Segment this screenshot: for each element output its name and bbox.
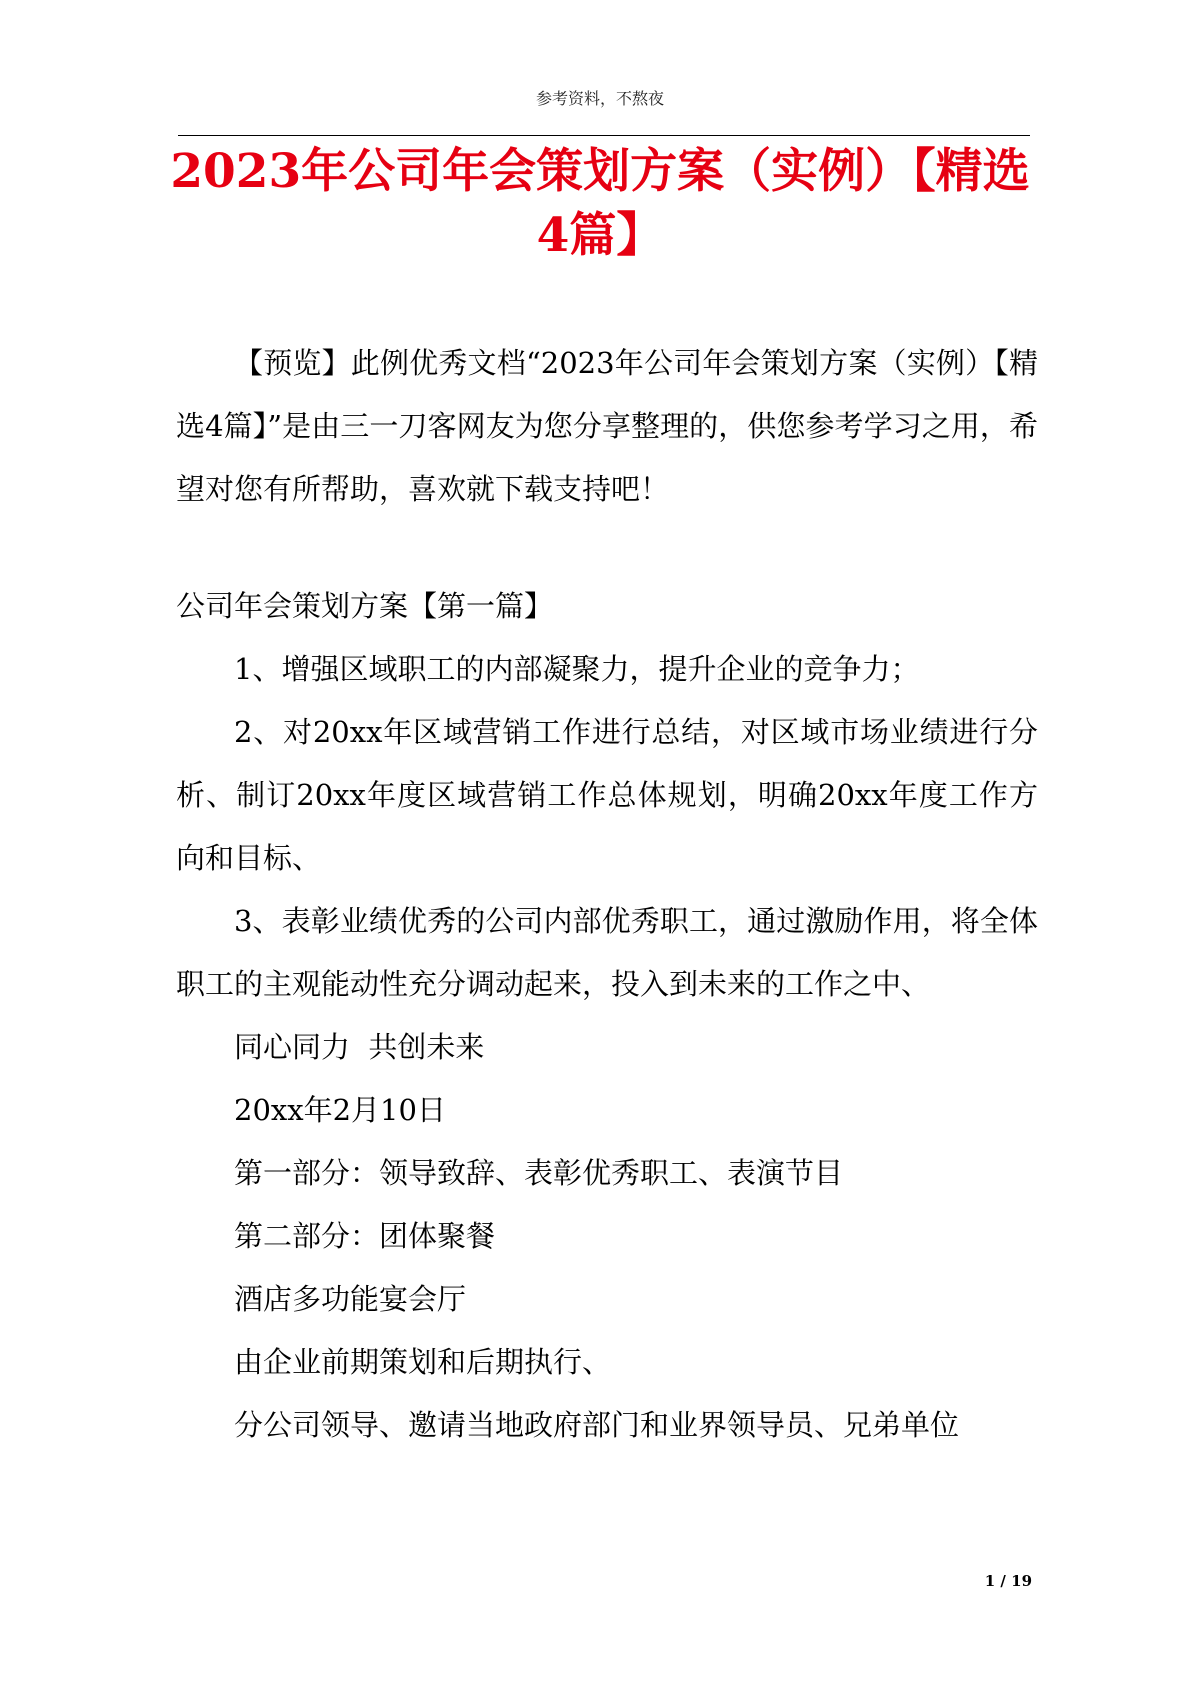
section-heading: 公司年会策划方案【第一篇】	[176, 589, 554, 623]
part-one-line: 第一部分：领导致辞、表彰优秀职工、表演节目	[234, 1156, 844, 1190]
venue-line: 酒店多功能宴会厅	[234, 1282, 467, 1316]
page-header: 参考资料，不熬夜	[535, 89, 664, 108]
header-divider	[178, 135, 1030, 136]
date-line: 20xx年2月10日	[234, 1093, 446, 1127]
document-title: 2023年公司年会策划方案（实例）【精选4篇】	[170, 144, 1030, 263]
goal-item-3: 3、表彰业绩优秀的公司内部优秀职工，通过激励作用，将全体职工的主观能动性充分调动起来，投入到未来的工作之中、	[176, 904, 1038, 1001]
document-body	[176, 332, 1038, 1457]
intro-paragraph: 【预览】此例优秀文档“2023年公司年会策划方案（实例）【精选4篇】”是由三一刀客网友为您分享整理的，供您参考学习之用，希望对您有所帮助，喜欢就下载支持吧！	[176, 346, 1038, 506]
page-number: 1 / 19	[984, 1572, 1032, 1590]
attendees-line: 分公司领导、邀请当地政府部门和业界领导员、兄弟单位	[234, 1408, 960, 1442]
part-two-line: 第二部分：团体聚餐	[234, 1219, 496, 1253]
goal-item-1: 1、增强区域职工的内部凝聚力，提升企业的竞争力；	[234, 652, 920, 686]
organizer-line: 由企业前期策划和后期执行、	[234, 1345, 612, 1379]
theme-line: 同心同力 共创未来	[234, 1030, 485, 1064]
goal-item-2: 2、对20xx年区域营销工作进行总结，对区域市场业绩进行分析、制订20xx年度区域营销工作总体规划，明确20xx年度工作方向和目标、	[176, 715, 1038, 875]
